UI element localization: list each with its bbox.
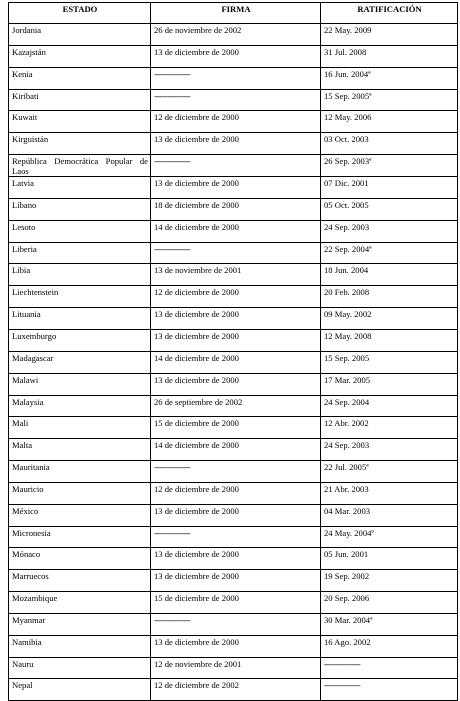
state-cell: Namibia (9, 635, 151, 657)
ratification-cell: 05 Oct. 2005 (321, 198, 458, 220)
table-row (9, 242, 458, 264)
column-header-estado: ESTADO (9, 3, 151, 24)
table-row (9, 373, 458, 395)
state-cell: Mónaco (9, 548, 151, 570)
state-cell: Mauricio (9, 482, 151, 504)
ratification-cell: 20 Sep. 2006 (321, 592, 458, 614)
ratification-cell: 22 Sep. 2004ª (321, 242, 458, 264)
ratification-cell: 07 Dic. 2001 (321, 177, 458, 199)
signature-cell: 13 de diciembre de 2000 (151, 570, 321, 592)
ratification-cell: 12 May. 2006 (321, 111, 458, 133)
signature-cell: 26 de septiembre de 2002 (151, 395, 321, 417)
state-cell: Mozambique (9, 592, 151, 614)
state-cell: Liberia (9, 242, 151, 264)
signature-cell: 18 de diciembre de 2000 (151, 198, 321, 220)
table-header-row (9, 3, 458, 24)
ratification-cell: 15 Sep. 2005ª (321, 89, 458, 111)
state-cell: Lituania (9, 308, 151, 330)
state-cell: Kirguistán (9, 133, 151, 155)
signature-cell: 15 de diciembre de 2000 (151, 592, 321, 614)
ratification-cell: 12 May. 2008 (321, 329, 458, 351)
state-cell: Libia (9, 264, 151, 286)
ratification-cell: 24 Sep. 2003 (321, 439, 458, 461)
state-cell: Mali (9, 417, 151, 439)
state-cell: Marruecos (9, 570, 151, 592)
ratification-cell: 12 Abr. 2002 (321, 417, 458, 439)
signature-cell: 13 de diciembre de 2000 (151, 504, 321, 526)
state-cell: Malta (9, 439, 151, 461)
table-row (9, 439, 458, 461)
table-row (9, 417, 458, 439)
state-cell: Jordania (9, 24, 151, 46)
table-row (9, 351, 458, 373)
signature-cell: ---------------- (151, 242, 321, 264)
table-row (9, 679, 458, 701)
state-cell: Myanmar (9, 613, 151, 635)
signature-cell: 15 de diciembre de 2000 (151, 417, 321, 439)
table-row (9, 264, 458, 286)
ratification-cell: 04 Mar. 2003 (321, 504, 458, 526)
signature-cell: 13 de diciembre de 2000 (151, 45, 321, 67)
signature-cell: 14 de diciembre de 2000 (151, 439, 321, 461)
table-row (9, 592, 458, 614)
signature-cell: 14 de diciembre de 2000 (151, 351, 321, 373)
ratification-cell: ---------------- (321, 679, 458, 701)
column-header-firma: FIRMA (151, 3, 321, 24)
ratification-cell: 16 Ago. 2002 (321, 635, 458, 657)
column-header-ratificacion: RATIFICACIÓN (321, 3, 458, 24)
signature-cell: 13 de diciembre de 2000 (151, 548, 321, 570)
ratification-cell: 05 Jun. 2001 (321, 548, 458, 570)
signature-cell: 13 de noviembre de 2001 (151, 264, 321, 286)
signature-cell: 13 de diciembre de 2000 (151, 373, 321, 395)
table-row (9, 24, 458, 46)
signature-cell: 26 de noviembre de 2002 (151, 24, 321, 46)
ratification-cell: 18 Jun. 2004 (321, 264, 458, 286)
table-row (9, 329, 458, 351)
ratification-cell: 09 May. 2002 (321, 308, 458, 330)
ratification-cell: 22 May. 2009 (321, 24, 458, 46)
ratification-cell: 22 Jul. 2005ª (321, 461, 458, 483)
state-cell: Micronesia (9, 526, 151, 548)
table-body (9, 24, 458, 701)
table-row (9, 198, 458, 220)
document-page (8, 2, 458, 701)
state-cell: Kiribati (9, 89, 151, 111)
ratification-cell: 17 Mar. 2005 (321, 373, 458, 395)
table-row (9, 482, 458, 504)
table-row (9, 89, 458, 111)
ratification-cell: 03 Oct. 2003 (321, 133, 458, 155)
ratification-cell: 24 May. 2004ª (321, 526, 458, 548)
signature-cell: ---------------- (151, 89, 321, 111)
table-row (9, 155, 458, 177)
ratification-cell: 19 Sep. 2002 (321, 570, 458, 592)
state-cell: México (9, 504, 151, 526)
signature-cell: ---------------- (151, 526, 321, 548)
signature-cell: 12 de diciembre de 2002 (151, 679, 321, 701)
ratification-cell: 30 Mar. 2004ª (321, 613, 458, 635)
table-row (9, 635, 458, 657)
ratification-cell: 21 Abr. 2003 (321, 482, 458, 504)
ratification-cell: 15 Sep. 2005 (321, 351, 458, 373)
ratification-cell: 26 Sep. 2003ª (321, 155, 458, 177)
ratification-cell: ---------------- (321, 657, 458, 679)
table-row (9, 111, 458, 133)
ratification-cell: 24 Sep. 2003 (321, 220, 458, 242)
signature-cell: ---------------- (151, 67, 321, 89)
table-row (9, 526, 458, 548)
table-row (9, 395, 458, 417)
table-row (9, 45, 458, 67)
state-cell: Kuwait (9, 111, 151, 133)
signature-cell: ---------------- (151, 155, 321, 177)
signature-cell: 13 de diciembre de 2000 (151, 308, 321, 330)
table-row (9, 308, 458, 330)
ratification-table (8, 2, 458, 701)
state-cell: Lesoto (9, 220, 151, 242)
signature-cell: ---------------- (151, 613, 321, 635)
state-cell: Malawi (9, 373, 151, 395)
table-row (9, 504, 458, 526)
state-cell: Madagascar (9, 351, 151, 373)
table-row (9, 461, 458, 483)
state-cell: República Democrática Popular de Laos (9, 155, 151, 177)
signature-cell: 13 de diciembre de 2000 (151, 177, 321, 199)
table-row (9, 177, 458, 199)
table-row (9, 613, 458, 635)
table-row (9, 548, 458, 570)
state-cell: Luxemburgo (9, 329, 151, 351)
state-cell: Kenia (9, 67, 151, 89)
ratification-cell: 31 Jul. 2008 (321, 45, 458, 67)
signature-cell: 13 de diciembre de 2000 (151, 329, 321, 351)
state-cell: Kazajstán (9, 45, 151, 67)
signature-cell: 12 de noviembre de 2001 (151, 657, 321, 679)
state-cell: Nepal (9, 679, 151, 701)
state-cell: Liechtenstein (9, 286, 151, 308)
table-row (9, 657, 458, 679)
signature-cell: 13 de diciembre de 2000 (151, 133, 321, 155)
state-cell: Latvia (9, 177, 151, 199)
signature-cell: 12 de diciembre de 2000 (151, 286, 321, 308)
table-row (9, 220, 458, 242)
signature-cell: 12 de diciembre de 2000 (151, 482, 321, 504)
state-cell: Líbano (9, 198, 151, 220)
table-row (9, 133, 458, 155)
signature-cell: 13 de diciembre de 2000 (151, 635, 321, 657)
ratification-cell: 16 Jun. 2004ª (321, 67, 458, 89)
signature-cell: 12 de diciembre de 2000 (151, 111, 321, 133)
signature-cell: 14 de diciembre de 2000 (151, 220, 321, 242)
ratification-cell: 24 Sep. 2004 (321, 395, 458, 417)
state-cell: Malaysia (9, 395, 151, 417)
state-cell: Mauritania (9, 461, 151, 483)
table-row (9, 570, 458, 592)
table-row (9, 286, 458, 308)
signature-cell: ---------------- (151, 461, 321, 483)
state-cell: Nauru (9, 657, 151, 679)
ratification-cell: 20 Feb. 2008 (321, 286, 458, 308)
table-row (9, 67, 458, 89)
